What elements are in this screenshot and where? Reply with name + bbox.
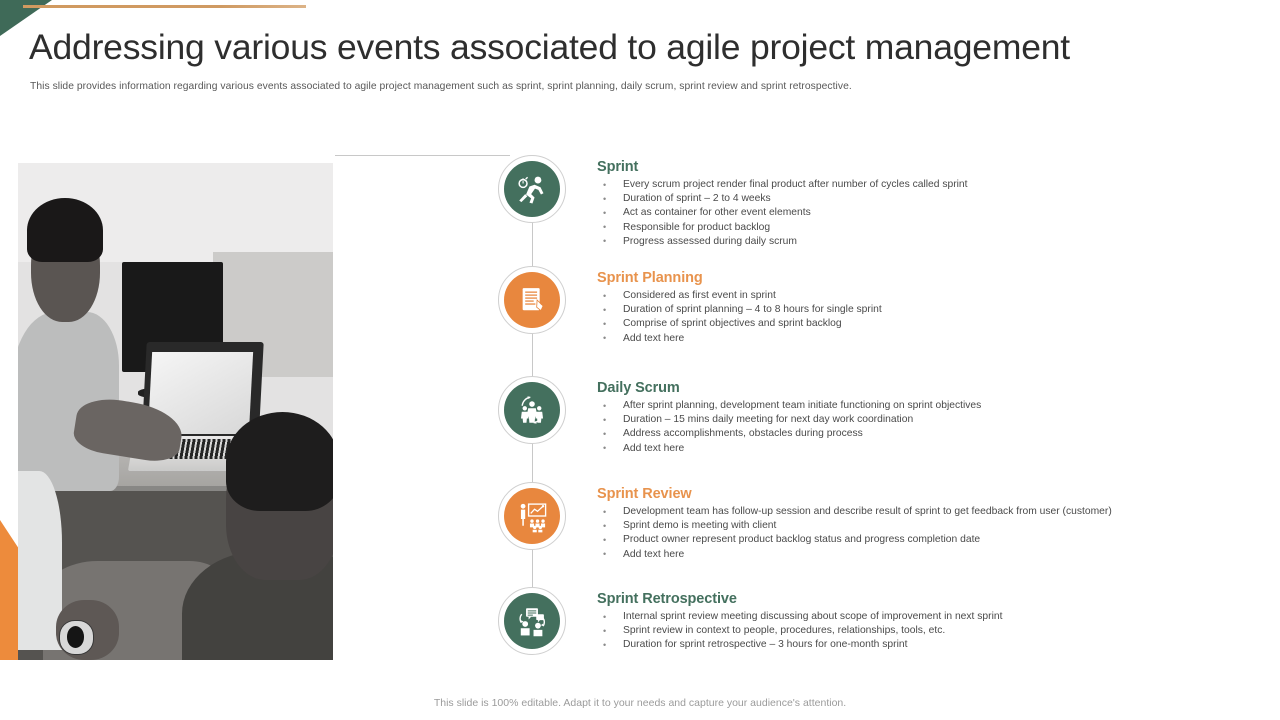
team-collaboration-photo <box>18 163 333 660</box>
list-item: • Progress assessed during daily scrum <box>597 235 968 249</box>
event-content-sprint <box>597 159 968 249</box>
discussion-people-icon <box>504 593 560 649</box>
list-item: • Add text here <box>597 548 1112 562</box>
list-item: • After sprint planning, development team initiate functioning on sprint objectives <box>597 399 981 413</box>
list-item: • Product owner represent product backlog status and progress completion date <box>597 533 1112 547</box>
list-item: • Duration of sprint planning – 4 to 8 hours for single sprint <box>597 303 882 317</box>
event-title: Sprint Retrospective <box>597 591 737 607</box>
event-badge-sprint-review[interactable] <box>498 482 566 550</box>
event-bullet-list <box>597 178 968 249</box>
event-title: Sprint Planning <box>597 270 703 286</box>
event-content-sprint-planning <box>597 270 882 346</box>
list-item: • Sprint review in context to people, procedures, relationships, tools, etc. <box>597 624 1002 638</box>
list-item: • Duration for sprint retrospective – 3 hours for one-month sprint <box>597 638 1002 652</box>
photo-image <box>18 163 333 660</box>
running-person-stopwatch-icon <box>504 161 560 217</box>
list-item: • Act as container for other event elements <box>597 206 968 220</box>
timeline-horizontal-connector <box>335 155 510 156</box>
list-item: • Comprise of sprint objectives and sprint backlog <box>597 317 882 331</box>
list-item: • Considered as first event in sprint <box>597 289 882 303</box>
list-item: • Sprint demo is meeting with client <box>597 519 1112 533</box>
team-cycle-icon <box>504 382 560 438</box>
event-bullet-list <box>597 289 882 346</box>
presenter-whiteboard-icon <box>504 488 560 544</box>
list-item: • Add text here <box>597 332 882 346</box>
top-rule-decoration <box>23 5 306 8</box>
event-badge-sprint[interactable] <box>498 155 566 223</box>
page-title: Addressing various events associated to agile project management <box>29 27 1070 67</box>
document-pen-icon <box>504 272 560 328</box>
event-title: Sprint <box>597 159 639 175</box>
event-title: Daily Scrum <box>597 380 680 396</box>
list-item: • Internal sprint review meeting discussing about scope of improvement in next sprint <box>597 610 1002 624</box>
list-item: • Development team has follow-up session and describe result of sprint to get feedback from user (customer) <box>597 505 1112 519</box>
event-content-sprint-review <box>597 486 1112 562</box>
list-item: • Responsible for product backlog <box>597 221 968 235</box>
event-bullet-list <box>597 505 1112 562</box>
list-item: • Every scrum project render final product after number of cycles called sprint <box>597 178 968 192</box>
footer-note: This slide is 100% editable. Adapt it to your needs and capture your audience's attention. <box>433 697 847 709</box>
event-badge-sprint-retrospective[interactable] <box>498 587 566 655</box>
event-bullet-list <box>597 399 981 456</box>
event-content-sprint-retrospective <box>597 591 1002 653</box>
event-badge-sprint-planning[interactable] <box>498 266 566 334</box>
list-item: • Duration – 15 mins daily meeting for next day work coordination <box>597 413 981 427</box>
list-item: • Address accomplishments, obstacles during process <box>597 427 981 441</box>
event-content-daily-scrum <box>597 380 981 456</box>
page-subtitle: This slide provides information regarding various events associated to agile project management such as sprint, sprint planning, daily scrum, sprint review and sprint retrospective. <box>30 81 852 92</box>
event-badge-daily-scrum[interactable] <box>498 376 566 444</box>
event-bullet-list <box>597 610 1002 653</box>
list-item: • Duration of sprint – 2 to 4 weeks <box>597 192 968 206</box>
event-title: Sprint Review <box>597 486 692 502</box>
list-item: • Add text here <box>597 442 981 456</box>
